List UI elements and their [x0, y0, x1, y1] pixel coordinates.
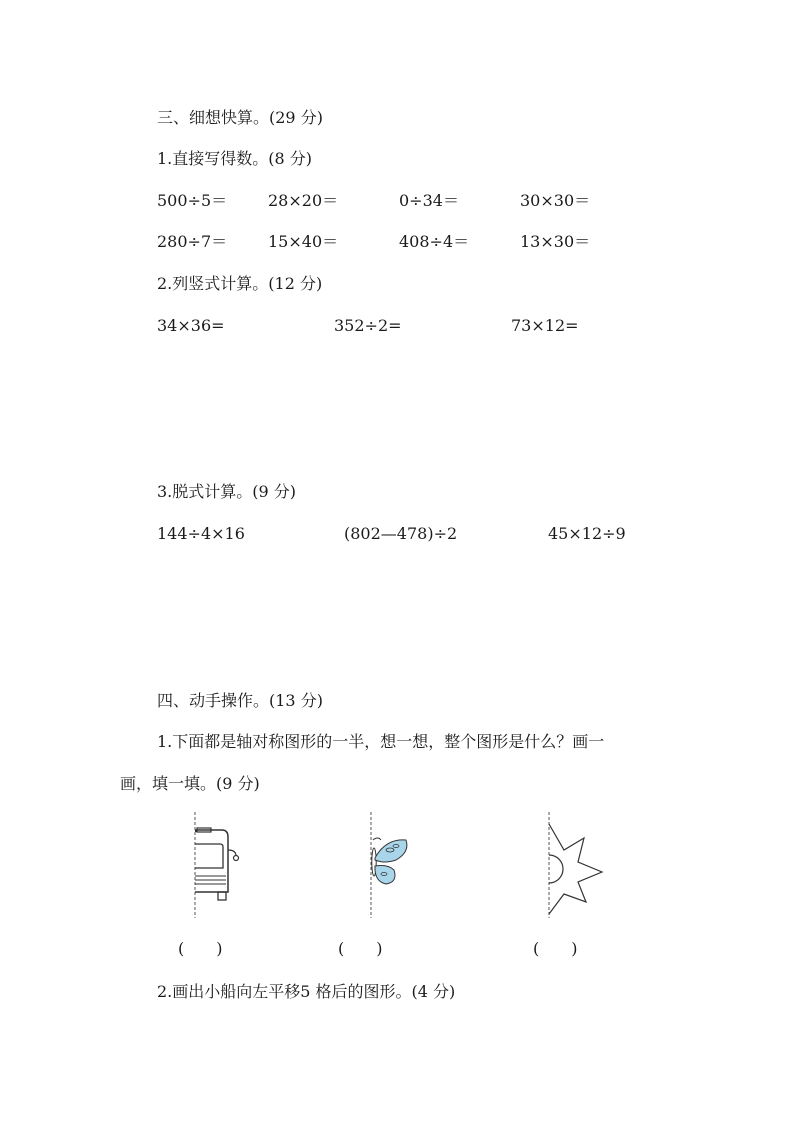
q1-item-4: 30×30＝ — [520, 191, 591, 210]
s4-q2-title: 2.画出小船向左平移5 格后的图形。(4 分) — [157, 982, 456, 1001]
q1-item-6: 15×40＝ — [268, 232, 339, 251]
q3-title: 3.脱式计算。(9 分) — [157, 482, 297, 501]
s4-q1-line2: 画，填一填。(9 分) — [120, 774, 260, 793]
section-4-title: 四、动手操作。(13 分) — [157, 691, 323, 710]
bus-half-icon — [188, 810, 248, 920]
q1-item-1: 500÷5＝ — [157, 191, 228, 210]
q2-item-3: 73×12= — [511, 316, 579, 335]
q1-item-7: 408÷4＝ — [399, 232, 470, 251]
q3-item-3: 45×12÷9 — [548, 524, 626, 543]
answer-blank-2[interactable]: ( ) — [338, 939, 383, 958]
answer-blank-3[interactable]: ( ) — [533, 939, 578, 958]
section-3-title: 三、细想快算。(29 分) — [157, 108, 323, 127]
butterfly-half-icon — [364, 810, 424, 920]
q1-item-8: 13×30＝ — [520, 232, 591, 251]
q1-title: 1.直接写得数。(8 分) — [157, 149, 313, 168]
answer-blank-1[interactable]: ( ) — [178, 939, 223, 958]
s4-q1-line1: 1.下面都是轴对称图形的一半，想一想，整个图形是什么？画一 — [157, 732, 605, 751]
q3-item-2: (802—478)÷2 — [344, 524, 458, 543]
q2-item-1: 34×36= — [157, 316, 225, 335]
q1-item-5: 280÷7＝ — [157, 232, 228, 251]
q2-title: 2.列竖式计算。(12 分) — [157, 274, 323, 293]
star-half-icon — [542, 810, 612, 920]
q1-item-3: 0÷34＝ — [399, 191, 459, 210]
q1-item-2: 28×20＝ — [268, 191, 339, 210]
q2-item-2: 352÷2= — [334, 316, 402, 335]
q3-item-1: 144÷4×16 — [157, 524, 245, 543]
